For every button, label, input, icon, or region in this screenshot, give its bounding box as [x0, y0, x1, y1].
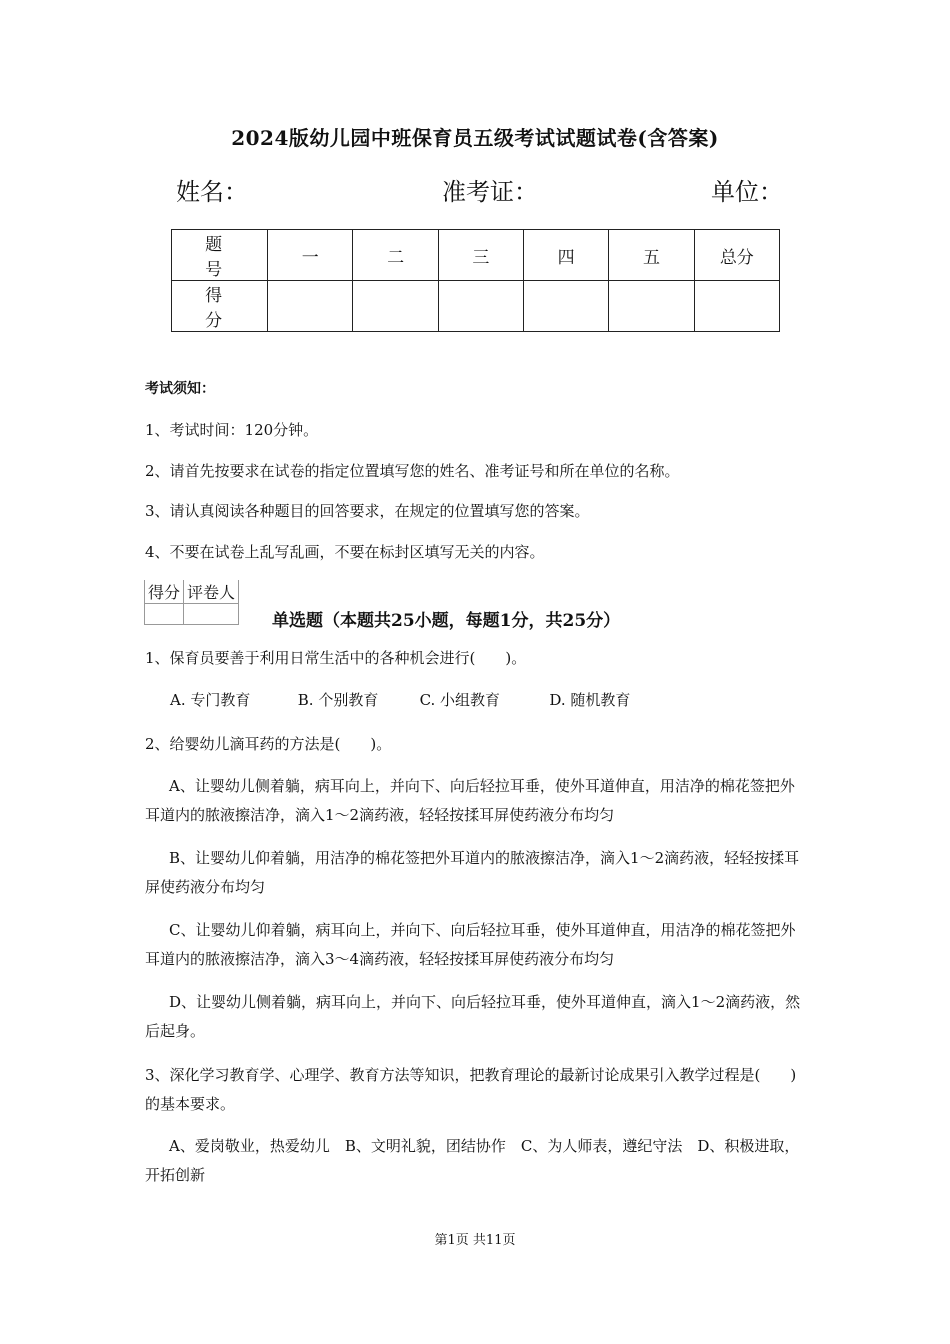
- grader-name-label: 评卷人: [184, 580, 239, 604]
- cell-score-label: 得 分: [172, 281, 268, 332]
- notice-heading: 考试须知：: [145, 381, 215, 397]
- cell-section-5: 五: [609, 230, 694, 281]
- exam-id-label: 准考证：: [442, 178, 538, 206]
- score-cell[interactable]: [268, 281, 353, 332]
- question-1-options: [170, 686, 832, 715]
- grader-box: [144, 580, 239, 625]
- option-a[interactable]: A. 专门教育: [170, 691, 251, 709]
- option-c[interactable]: C. 小组教育: [419, 691, 501, 709]
- score-table-score-row: [172, 281, 780, 332]
- cell-question-no: 题 号: [172, 230, 268, 281]
- question-1: 1、保育员要善于利用日常生活中的各种机会进行( )。: [145, 649, 527, 667]
- cell-section-3: 三: [438, 230, 523, 281]
- cell-total: 总分: [694, 230, 779, 281]
- question-3: 3、深化学习教育学、心理学、教育方法等知识，把教育理论的最新讨论成果引入教学过程是( )的基本要求。: [145, 1066, 797, 1113]
- question-3-options[interactable]: A、爱岗敬业，热爱幼儿 B、文明礼貌，团结协作 C、为人师表，遵纪守法 D、积极进取，开拓创新: [145, 1137, 800, 1184]
- score-cell[interactable]: [694, 281, 779, 332]
- question-2-option-b[interactable]: B、让婴幼儿仰着躺，用洁净的棉花签把外耳道内的脓液擦洁净，滴入1～2滴药液，轻轻按揉耳屏使药液分布均匀: [145, 849, 800, 896]
- name-label: 姓名：: [176, 178, 248, 206]
- question-2: 2、给婴幼儿滴耳药的方法是( )。: [145, 735, 392, 753]
- score-cell[interactable]: [524, 281, 609, 332]
- cell-section-4: 四: [524, 230, 609, 281]
- score-table: [171, 229, 780, 332]
- cell-section-1: 一: [268, 230, 353, 281]
- unit-label: 单位：: [711, 178, 783, 206]
- grader-name-cell[interactable]: [184, 604, 239, 625]
- grader-score-cell[interactable]: [145, 604, 184, 625]
- section-title: 单选题（本题共25小题，每题1分，共25分）: [272, 611, 621, 631]
- notice-item: 1、考试时间：120分钟。: [145, 421, 319, 439]
- score-cell[interactable]: [438, 281, 523, 332]
- notice-item: 3、请认真阅读各种题目的回答要求，在规定的位置填写您的答案。: [145, 502, 590, 520]
- question-2-option-c[interactable]: C、让婴幼儿仰着躺，病耳向上，并向下、向后轻拉耳垂，使外耳道伸直，用洁净的棉花签把外耳道内的脓液擦洁净，滴入3～4滴药液，轻轻按揉耳屏使药液分布均匀: [145, 921, 796, 968]
- option-b[interactable]: B. 个别教育: [297, 691, 379, 709]
- score-table-header-row: [172, 230, 780, 281]
- grader-score-label: 得分: [145, 580, 184, 604]
- question-2-option-a[interactable]: A、让婴幼儿侧着躺，病耳向上，并向下、向后轻拉耳垂，使外耳道伸直，用洁净的棉花签把外耳道内的脓液擦洁净，滴入1～2滴药液，轻轻按揉耳屏使药液分布均匀: [145, 777, 795, 824]
- score-cell[interactable]: [609, 281, 694, 332]
- option-d[interactable]: D. 随机教育: [549, 691, 631, 709]
- score-cell[interactable]: [353, 281, 438, 332]
- page-footer: 第1页 共11页: [434, 1233, 516, 1248]
- question-2-option-d[interactable]: D、让婴幼儿侧着躺，病耳向上，并向下、向后轻拉耳垂，使外耳道伸直，滴入1～2滴药液，然后起身。: [145, 993, 801, 1040]
- notice-item: 2、请首先按要求在试卷的指定位置填写您的姓名、准考证号和所在单位的名称。: [145, 462, 680, 480]
- page-title: 2024版幼儿园中班保育员五级考试试题试卷(含答案): [231, 126, 719, 150]
- cell-section-2: 二: [353, 230, 438, 281]
- notice-item: 4、不要在试卷上乱写乱画，不要在标封区填写无关的内容。: [145, 543, 545, 561]
